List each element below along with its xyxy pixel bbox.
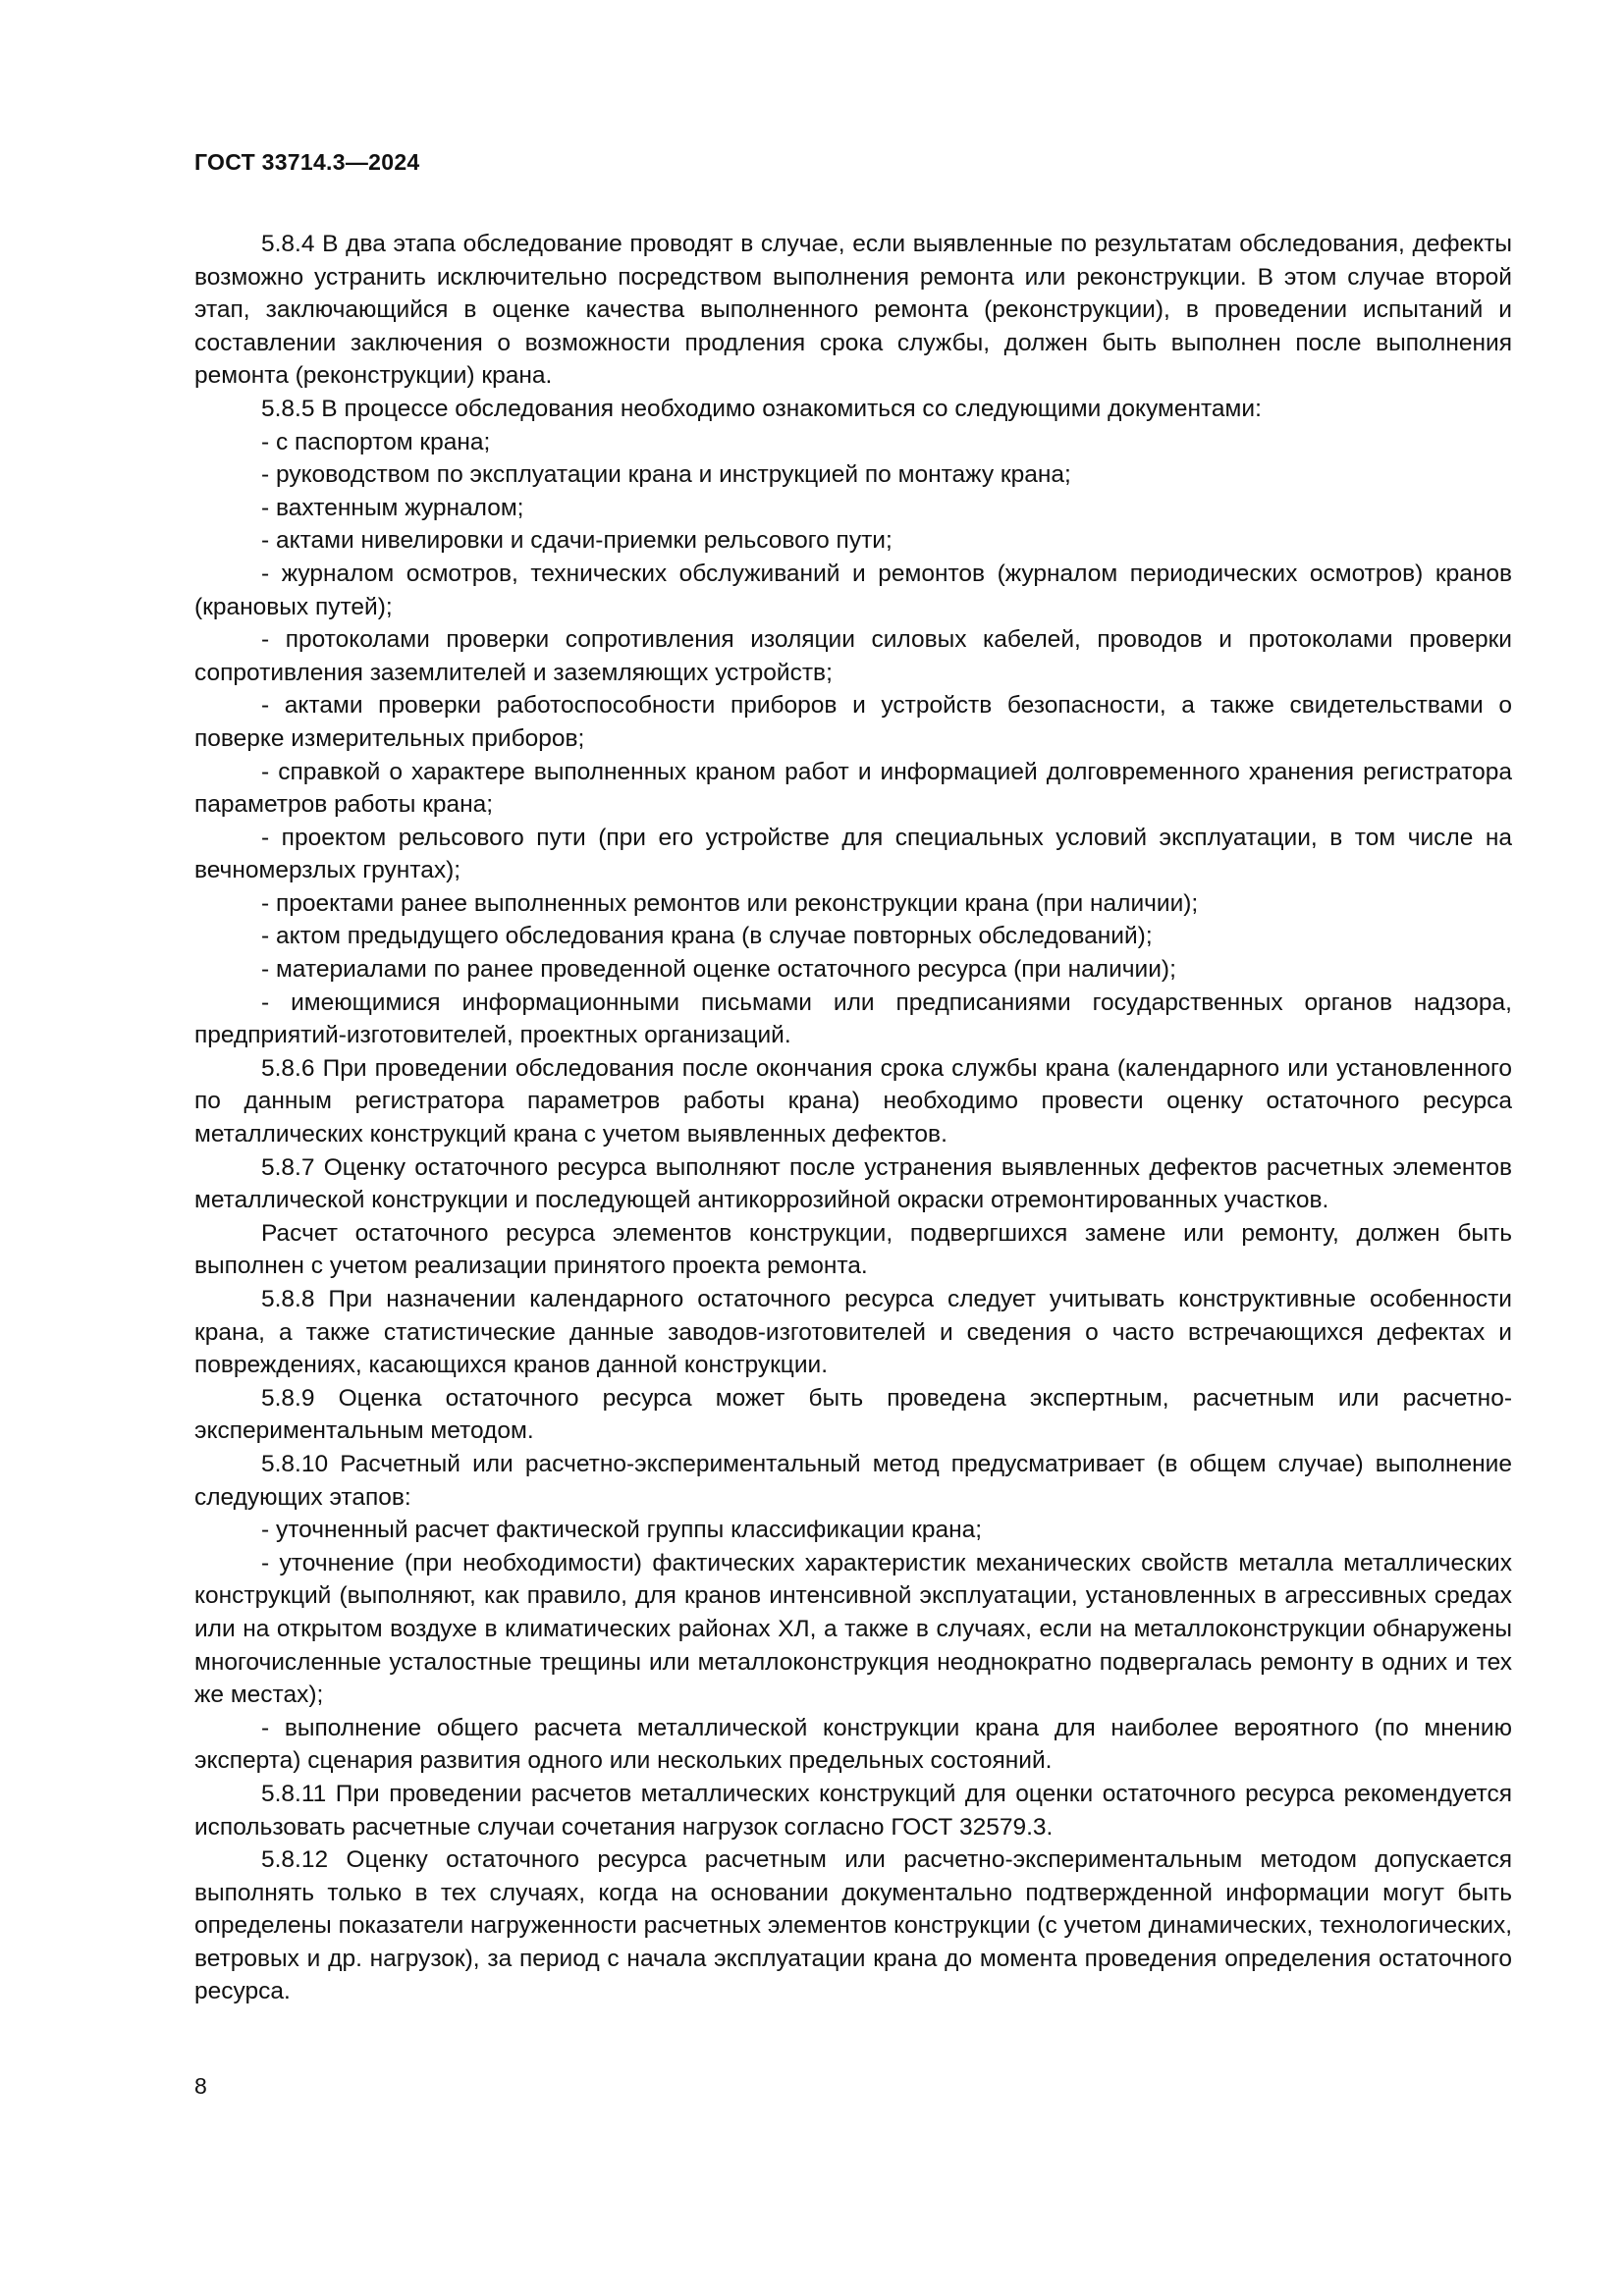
paragraph-5-8-4: 5.8.4 В два этапа обследование проводят в случае, если выявленные по результатам обследования, дефекты возможно устранить исключительно посредством выполнения ремонта или реконструкции. В этом случае второй этап, заключающийся в оценке качества выполненного ремонта (реконструкции), в проведении испытаний и составлении заключения о возможности продления срока службы, должен быть выполнен после выполнения ремонта (реконструкции) крана. (194, 231, 1512, 390)
paragraph-5-8-10: 5.8.10 Расчетный или расчетно-экспериментальный метод предусматривает (в общем случае) выполнение следующих этапов: (194, 1450, 1512, 1511)
list-item: - уточнение (при необходимости) фактических характеристик механических свойств металла металлических конструкций (выполняют, как правило, для кранов интенсивной эксплуатации, установленных в агрессивных средах или на открытом воздухе в климатических районах ХЛ, а также в случаях, если на металлоконструкции обнаружены многочисленные усталостные трещины или металлоконструкция неоднократно подвергалась ремонту в одних и тех же местах); (194, 1549, 1512, 1709)
paragraph-5-8-6: 5.8.6 При проведении обследования после окончания срока службы крана (календарного или установленного по данным регистратора параметров работы крана) необходимо провести оценку остаточного ресурса металлических конструкций крана с учетом выявленных дефектов. (194, 1054, 1512, 1148)
page-number: 8 (194, 2073, 207, 2099)
list-item: - проектом рельсового пути (при его устройстве для специальных условий эксплуатации, в том числе на вечномерзлых грунтах); (194, 824, 1512, 884)
list-item: - проектами ранее выполненных ремонтов или реконструкции крана (при наличии); (261, 889, 1199, 917)
list-item: - руководством по эксплуатации крана и инструкцией по монтажу крана; (261, 461, 1071, 489)
paragraph-5-8-7: 5.8.7 Оценку остаточного ресурса выполняют после устранения выявленных дефектов расчетных элементов металлической конструкции и последующей антикоррозийной окраски отремонтированных участков. (194, 1153, 1512, 1214)
list-item: - журналом осмотров, технических обслуживаний и ремонтов (журналом периодических осмотров) кранов (крановых путей); (194, 560, 1512, 620)
paragraph-5-8-11: 5.8.11 При проведении расчетов металлических конструкций для оценки остаточного ресурса рекомендуется использовать расчетные случаи сочетания нагрузок согласно ГОСТ 32579.3. (194, 1780, 1512, 1841)
list-item: - актом предыдущего обследования крана (в случае повторных обследований); (261, 923, 1153, 950)
document-header-code: ГОСТ 33714.3—2024 (194, 149, 420, 175)
document-body (194, 228, 1512, 2008)
list-item: - уточненный расчет фактической группы классификации крана; (261, 1517, 983, 1544)
list-item: - вахтенным журналом; (261, 494, 524, 521)
list-item: - актами проверки работоспособности приборов и устройств безопасности, а также свидетельствами о поверке измерительных приборов; (194, 692, 1512, 752)
paragraph-5-8-9: 5.8.9 Оценка остаточного ресурса может быть проведена экспертным, расчетным или расчетно-экспериментальным методом. (194, 1384, 1512, 1445)
list-item: - имеющимися информационными письмами или предписаниями государственных органов надзора, предприятий-изготовителей, проектных организаций. (194, 988, 1512, 1049)
list-item: - с паспортом крана; (261, 428, 491, 455)
paragraph-5-8-12: 5.8.12 Оценку остаточного ресурса расчетным или расчетно-экспериментальным методом допускается выполнять только в тех случаях, когда на основании документально подтвержденной информации могут быть определены показатели нагруженности расчетных элементов конструкции (с учетом динамических, технологических, ветровых и др. нагрузок), за период с начала эксплуатации крана до момента проведения определения остаточного ресурса. (194, 1846, 1512, 2005)
list-item: - справкой о характере выполненных краном работ и информацией долговременного хранения регистратора параметров работы крана; (194, 758, 1512, 819)
list-item: - актами нивелировки и сдачи-приемки рельсового пути; (261, 527, 893, 555)
list-item: - выполнение общего расчета металлической конструкции крана для наиболее вероятного (по мнению эксперта) сценария развития одного или нескольких предельных состояний. (194, 1714, 1512, 1775)
paragraph-5-8-7-continued: Расчет остаточного ресурса элементов конструкции, подвергшихся замене или ремонту, должен быть выполнен с учетом реализации принятого проекта ремонта. (194, 1219, 1512, 1280)
paragraph-5-8-5: 5.8.5 В процессе обследования необходимо ознакомиться со следующими документами: (261, 395, 1262, 422)
list-item: - протоколами проверки сопротивления изоляции силовых кабелей, проводов и протоколами проверки сопротивления заземлителей и заземляющих устройств; (194, 626, 1512, 686)
paragraph-5-8-8: 5.8.8 При назначении календарного остаточного ресурса следует учитывать конструктивные особенности крана, а также статистические данные заводов-изготовителей и сведения о часто встречающихся дефектах и повреждениях, касающихся кранов данной конструкции. (194, 1286, 1512, 1379)
list-item: - материалами по ранее проведенной оценке остаточного ресурса (при наличии); (261, 956, 1176, 984)
